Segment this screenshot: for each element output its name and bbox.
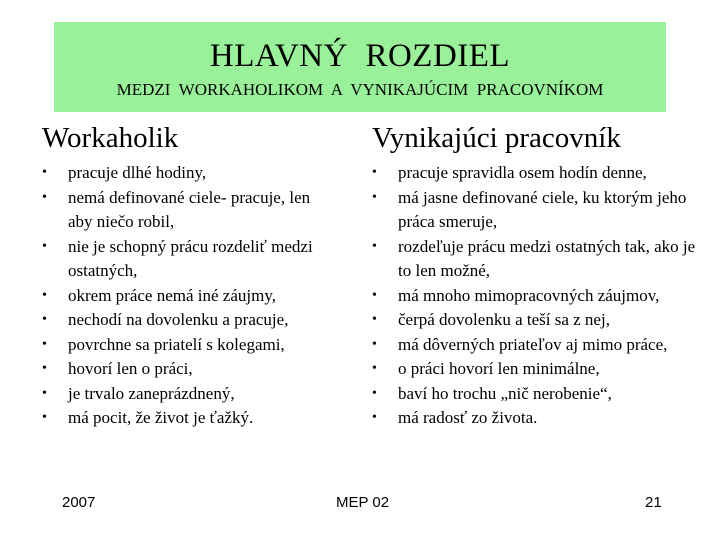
list-item [42,382,337,407]
bullet-icon: • [42,312,47,327]
list-item [42,161,337,186]
list-item [372,284,702,309]
bullet-icon: • [372,385,377,401]
bullet-icon: • [42,189,47,205]
list-item [42,284,337,309]
list-item [42,186,337,235]
list-item-text: je trvalo zaneprázdnený, [68,383,235,403]
vynikajuci-list [372,161,702,431]
list-item [372,161,702,186]
bullet-icon: • [42,385,47,401]
list-item-text: o práci hovorí len minimálne, [398,359,600,378]
bullet-icon: • [42,238,47,254]
vynikajuci-heading: Vynikajúci pracovník [372,122,621,154]
bullet-icon: • [42,287,47,303]
bullet-icon: • [372,336,377,352]
list-item [372,406,702,431]
list-item-text: nemá definované ciele- pracuje, len aby niečo robil, [68,187,311,231]
slide-subtitle: MEDZI WORKAHOLIKOM A VYNIKAJÚCIM PRACOVNÍKOM [116,80,604,99]
page-number: 21 [645,494,662,511]
list-item [372,186,702,235]
bullet-icon: • [42,336,47,352]
list-item [372,308,702,333]
bullet-icon: • [372,410,377,425]
bullet-icon: • [42,165,47,180]
slide-title: HLAVNÝ ROZDIEL [209,38,511,74]
bullet-icon: • [372,238,377,254]
list-item [42,357,337,382]
bullet-icon: • [372,165,377,180]
bullet-icon: • [372,312,377,327]
list-item [42,308,337,333]
list-item-text: nechodí na dovolenku a pracuje, [68,310,289,329]
list-item-text: má jasne definované ciele, ku ktorým jeho práca smeruje, [398,187,687,231]
list-item-text: hovorí len o práci, [68,359,193,378]
workaholik-list [42,161,337,431]
footer-label: MEP 02 [336,494,390,511]
title-banner [54,22,666,112]
list-item [42,406,337,431]
list-item-text: okrem práce nemá iné záujmy, [68,285,276,305]
bullet-icon: • [42,410,47,425]
list-item-text: baví ho trochu „nič nerobenie“, [398,383,612,403]
bullet-icon: • [372,361,377,376]
bullet-icon: • [372,189,377,205]
list-item-text: povrchne sa priatelí s kolegami, [68,334,285,354]
list-item-text: má dôverných priateľov aj mimo práce, [398,334,668,354]
list-item-text: pracuje spravidla osem hodín denne, [398,163,647,182]
list-item [372,235,702,284]
list-item [42,235,337,284]
workaholik-heading: Workaholik [42,122,179,154]
list-item [372,357,702,382]
list-item [372,382,702,407]
list-item [42,333,337,358]
list-item-text: pracuje dlhé hodiny, [68,163,207,182]
footer-year: 2007 [62,494,96,511]
list-item-text: nie je schopný prácu rozdeliť medzi ostatných, [68,236,313,280]
list-item-text: má mnoho mimopracovných záujmov, [398,285,660,305]
bullet-icon: • [372,287,377,303]
list-item-text: čerpá dovolenku a teší sa z nej, [398,310,610,329]
list-item-text: má radosť zo života. [398,408,538,427]
bullet-icon: • [42,361,47,376]
list-item-text: rozdeľuje prácu medzi ostatných tak, ako je to len možné, [398,236,696,280]
list-item-text: má pocit, že život je ťažký. [68,408,254,427]
list-item [372,333,702,358]
